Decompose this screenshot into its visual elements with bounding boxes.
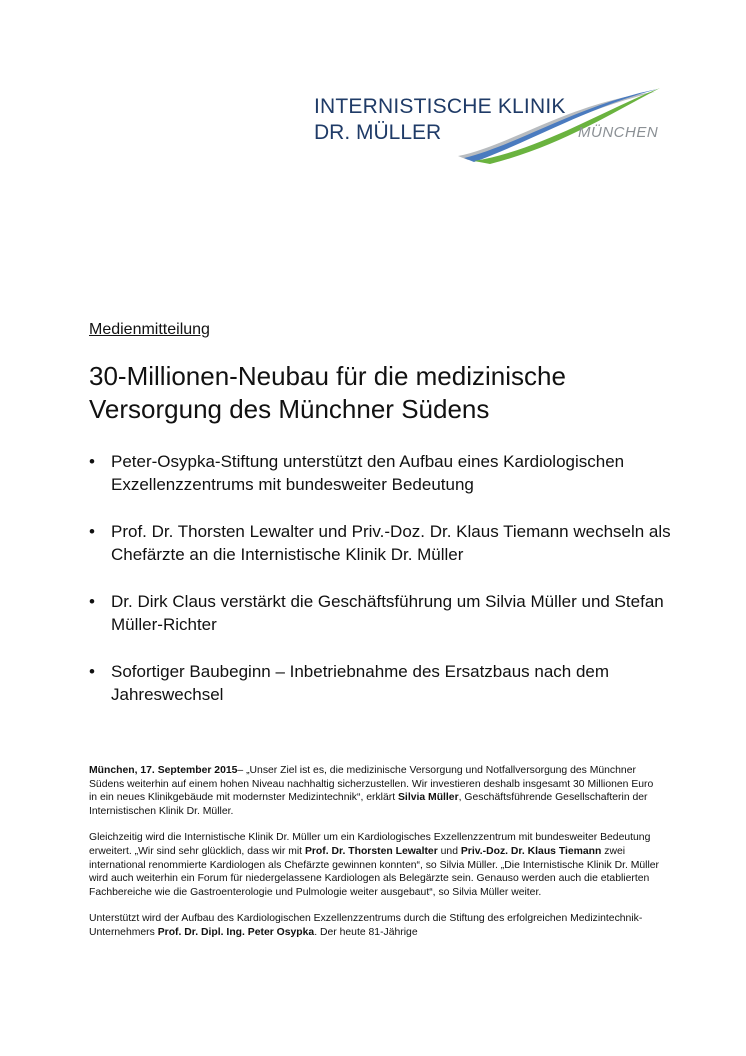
key-points-list <box>89 450 689 730</box>
paragraph-text: Gleichzeitig wird die Internistische Klinik Dr. Müller um ein Kardiologisches Exzellenzzentrum mit bundesweiter Bedeutung erweitert. „Wir sind sehr glücklich, dass wir mit <box>89 832 651 857</box>
paragraph-text: Unterstützt wird der Aufbau des Kardiologischen Exzellenzzentrums durch die Stiftung des erfolgreichen Medizintechnik-Unternehmers <box>89 913 643 938</box>
person-name: Silvia Müller <box>398 792 459 804</box>
paragraph-text: und <box>437 845 461 857</box>
logo-city: MÜNCHEN <box>578 124 659 141</box>
paragraph-3 <box>89 912 661 939</box>
paragraph-1 <box>89 764 661 818</box>
clinic-logo <box>310 84 662 164</box>
document-kicker: Medienmitteilung <box>89 321 210 338</box>
headline-line2: Versorgung des Münchner Südens <box>89 394 490 424</box>
paragraph-2 <box>89 831 661 899</box>
body-text <box>89 764 661 953</box>
paragraph-text: zwei international renommierte Kardiologen als Chefärzte gewinnen konnten“, so Silvia Müller. „Die Internistische Klinik Dr. Müller wird auch weiterhin ein Forum für niedergelassene Kardiologen als Belegärzte sein. Genauso werden auch die etablierten Fachbereiche wie die Gastroenterologie und Pulmologie weiter ausgebaut“, so Silvia Müller weiter. <box>89 845 660 898</box>
person-name: Priv.-Doz. Dr. Klaus Tiemann <box>460 845 602 857</box>
dateline: München, 17. September 2015 <box>89 765 238 776</box>
list-item: • Sofortiger Baubeginn – Inbetriebnahme des Ersatzbaus nach dem Jahreswechsel <box>89 660 689 706</box>
headline <box>89 360 689 426</box>
list-item: • Dr. Dirk Claus verstärkt die Geschäftsführung um Silvia Müller und Stefan Müller-Richter <box>89 590 689 636</box>
person-name: Prof. Dr. Dipl. Ing. Peter Osypka <box>157 926 315 938</box>
logo-text-line2: DR. MÜLLER <box>314 121 442 144</box>
paragraph-text: – „Unser Ziel ist es, die medizinische Versorgung und Notfallversorgung des Münchner Südens weiterhin auf einem hohen Niveau nachhaltig sicherzustellen. Wir investieren deshalb insgesamt 30 Millionen Euro in ein neues Klinikgebäude mit modernster Medizintechnik“, erklärt <box>89 765 654 804</box>
person-name: Prof. Dr. Thorsten Lewalter <box>304 845 438 857</box>
logo-text-line1: INTERNISTISCHE KLINIK <box>314 95 566 118</box>
paragraph-text: , Geschäftsführende Gesellschafterin der Internistischen Klinik Dr. Müller. <box>89 792 648 817</box>
list-item: • Prof. Dr. Thorsten Lewalter und Priv.-Doz. Dr. Klaus Tiemann wechseln als Chefärzte an die Internistische Klinik Dr. Müller <box>89 520 689 566</box>
paragraph-text: . Der heute 81-Jährige <box>314 926 418 938</box>
headline-line1: 30-Millionen-Neubau für die medizinische <box>89 361 566 391</box>
list-item: • Peter-Osypka-Stiftung unterstützt den Aufbau eines Kardiologischen Exzellenzzentrums mit bundesweiter Bedeutung <box>89 450 689 496</box>
